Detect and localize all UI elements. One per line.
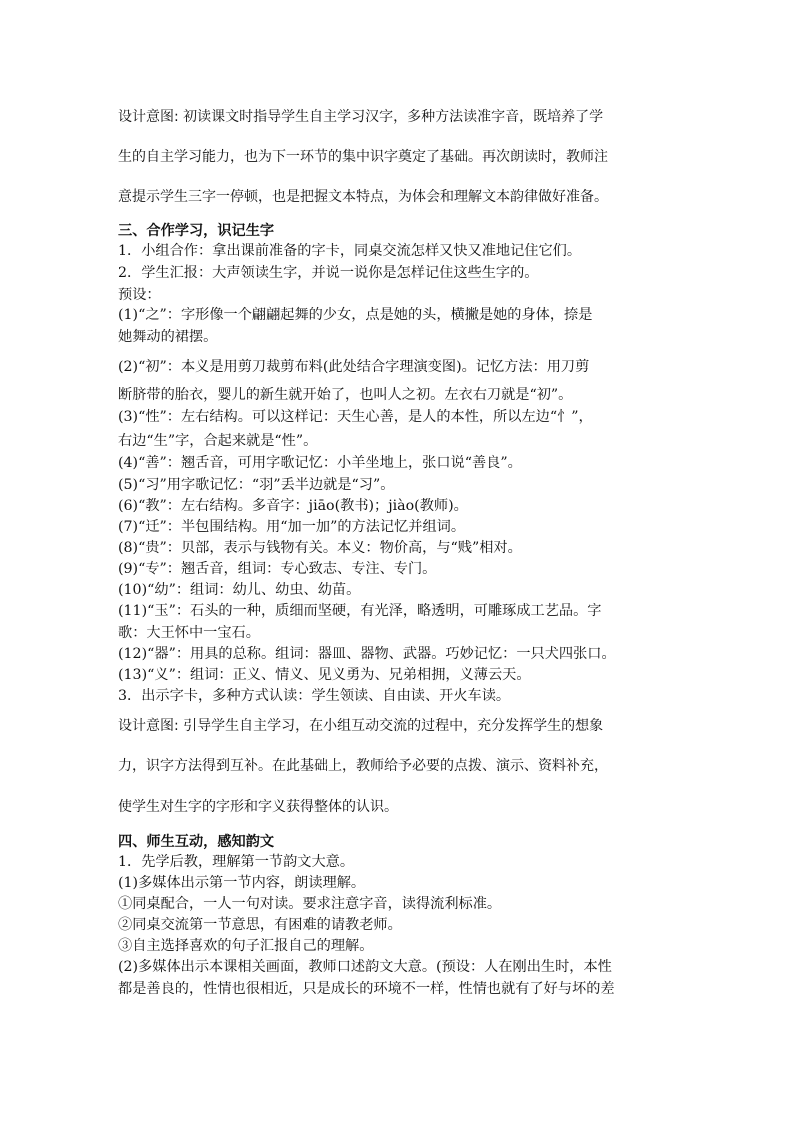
section-4-circled-2: ②同桌交流第一节意思，有困难的请教老师。	[118, 917, 402, 933]
preset-label: 预设：	[118, 287, 161, 303]
section-4-sub-1: (1)多媒体出示第一节内容，朗读理解。	[118, 875, 366, 891]
char-item-11-line-2: 歌：大王怀中一宝石。	[118, 625, 260, 641]
char-item-12: (12)“器”：用具的总称。组词：器皿、器物、武器。巧妙记忆：一只犬四张口。	[118, 646, 616, 662]
char-item-2-line-2: 断脐带的胎衣，婴儿的新生就开始了，也叫人之初。左衣右刀就是“初”。	[118, 387, 573, 403]
section-4-circled-1: ①同桌配合，一人一句对读。要求注意字音，读得流利标准。	[118, 896, 502, 912]
char-item-5: (5)“习”用字歌记忆：“羽”丢半边就是“习”。	[118, 477, 395, 493]
char-item-3-line-1: (3)“性”：左右结构。可以这样记：天生心善，是人的本性，所以左边“忄”，	[118, 409, 593, 425]
char-item-2-line-1: (2)“初”：本义是用剪刀裁剪布料(此处结合字理演变图)。记忆方法：用刀剪	[118, 359, 590, 375]
char-item-8: (8)“贵”：贝部，表示与钱物有关。本义：物价高，与“贱”相对。	[118, 540, 522, 556]
char-item-6: (6)“教”：左右结构。多音字：jiāo(教书)；jiào(教师)。	[118, 498, 468, 514]
char-item-7: (7)“迁”：半包围结构。用“加一加”的方法记忆并组词。	[118, 519, 466, 535]
char-item-4: (4)“善”：翘舌音，可用字歌记忆：小羊坐地上，张口说“善良”。	[118, 455, 522, 471]
section-3-step-1: 1．小组合作：拿出课前准备的字卡，同桌交流怎样又快又准地记住它们。	[118, 243, 582, 259]
char-item-3-line-2: 右边“生”字，合起来就是“性”。	[118, 433, 318, 449]
char-item-10: (10)“幼”：组词：幼儿、幼虫、幼苗。	[118, 582, 361, 598]
char-item-1-line-2: 她舞动的裙摆。	[118, 329, 218, 345]
char-item-13: (13)“义”：组词：正义、情义、见义勇为、兄弟相拥，义薄云天。	[118, 667, 531, 683]
section-3-heading: 三、合作学习，识记生字	[118, 223, 275, 239]
design-intent-1-line-2: 生的自主学习能力，也为下一环节的集中识字奠定了基础。再次朗读时，教师注	[118, 149, 608, 165]
section-4-circled-3: ③自主选择喜欢的句子汇报自己的理解。	[118, 938, 374, 954]
design-intent-2-line-1: 设计意图: 引导学生自主学习，在小组互动交流的过程中，充分发挥学生的想象	[118, 718, 604, 734]
design-intent-2-line-3: 使学生对生字的字形和字义获得整体的认识。	[118, 799, 398, 815]
char-item-9: (9)“专”：翘舌音，组词：专心致志、专注、专门。	[118, 561, 437, 577]
section-4-heading: 四、师生互动，感知韵文	[118, 834, 275, 850]
design-intent-2-line-2: 力，识字方法得到互补。在此基础上，教师给予必要的点拨、演示、资料补充，	[118, 758, 608, 774]
section-4-sub-2-line-1: (2)多媒体出示本课相关画面，教师口述韵文大意。(预设：人在刚出生时，本性	[118, 959, 612, 975]
section-3-step-3: 3．出示字卡，多种方式认读：学生领读、自由读、开火车读。	[118, 688, 511, 704]
char-item-1-line-1: (1)“之”：字形像一个翩翩起舞的少女，点是她的头，横撇是她的身体，捺是	[118, 307, 593, 323]
design-intent-1-line-1: 设计意图: 初读课文时指导学生自主学习汉字，多种方法读准字音，既培养了学	[118, 109, 604, 125]
section-4-sub-2-line-2: 都是善良的，性情也很相近，只是成长的环境不一样，性情也就有了好与坏的差	[118, 981, 615, 997]
section-4-step-1: 1．先学后教，理解第一节韵文大意。	[118, 854, 355, 870]
section-3-step-2: 2．学生汇报：大声领读生字，并说一说你是怎样记住这些生字的。	[118, 265, 539, 281]
design-intent-1-line-3: 意提示学生三字一停顿，也是把握文本特点，为体会和理解文本韵律做好准备。	[118, 189, 608, 205]
char-item-11-line-1: (11)“玉”：石头的一种，质细而坚硬，有光泽，略透明，可雕琢成工艺品。字	[118, 603, 602, 619]
